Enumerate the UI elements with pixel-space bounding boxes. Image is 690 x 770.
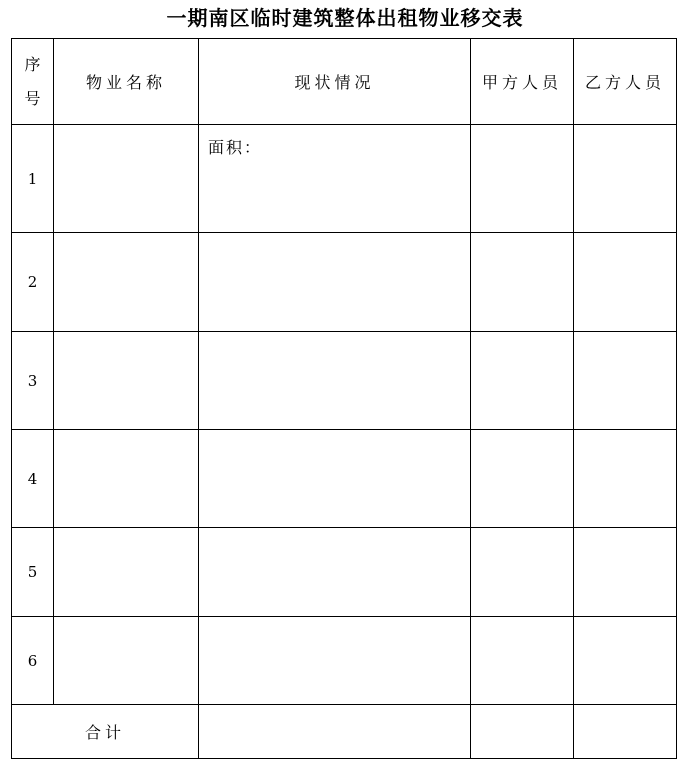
party-b-cell[interactable] <box>574 332 677 430</box>
status-cell[interactable] <box>199 430 471 528</box>
table-row <box>12 125 677 233</box>
table-row <box>12 528 677 617</box>
property-name-header: 物业名称 <box>54 39 199 125</box>
party-b-cell[interactable] <box>574 430 677 528</box>
table-row <box>12 233 677 332</box>
party-b-cell[interactable] <box>574 617 677 705</box>
party-b-header: 乙方人员 <box>574 39 677 125</box>
party-a-cell[interactable] <box>471 528 574 617</box>
property-name-cell[interactable] <box>54 430 199 528</box>
seq-cell: 5 <box>12 528 54 617</box>
status-cell[interactable] <box>199 332 471 430</box>
seq-cell: 6 <box>12 617 54 705</box>
seq-header-line-2: 号 <box>24 88 41 108</box>
party-a-cell[interactable] <box>471 125 574 233</box>
seq-cell: 4 <box>12 430 54 528</box>
seq-header <box>12 39 54 125</box>
party-a-cell[interactable] <box>471 233 574 332</box>
property-name-cell[interactable] <box>54 617 199 705</box>
table-row <box>12 617 677 705</box>
seq-cell: 3 <box>12 332 54 430</box>
transfer-table <box>11 38 677 759</box>
seq-header-line-1: 序 <box>24 54 41 74</box>
document-title: 一期南区临时建筑整体出租物业移交表 <box>166 6 524 30</box>
party-b-cell[interactable] <box>574 125 677 233</box>
party-a-cell[interactable] <box>471 332 574 430</box>
party-a-header: 甲方人员 <box>471 39 574 125</box>
total-party-a-cell[interactable] <box>471 705 574 759</box>
status-header: 现状情况 <box>199 39 471 125</box>
property-name-cell[interactable] <box>54 233 199 332</box>
total-party-b-cell[interactable] <box>574 705 677 759</box>
party-a-cell[interactable] <box>471 430 574 528</box>
party-b-cell[interactable] <box>574 233 677 332</box>
property-name-cell[interactable] <box>54 125 199 233</box>
status-note: 面积： <box>208 138 263 157</box>
party-b-cell[interactable] <box>574 528 677 617</box>
total-row <box>12 705 677 759</box>
table-row <box>12 430 677 528</box>
status-cell[interactable] <box>199 233 471 332</box>
seq-cell: 1 <box>12 125 54 233</box>
header-row <box>12 39 677 125</box>
party-a-cell[interactable] <box>471 617 574 705</box>
property-name-cell[interactable] <box>54 332 199 430</box>
table-row <box>12 332 677 430</box>
property-name-cell[interactable] <box>54 528 199 617</box>
total-status-cell[interactable] <box>199 705 471 759</box>
seq-cell: 2 <box>12 233 54 332</box>
status-cell[interactable] <box>199 125 471 233</box>
total-label: 合计 <box>12 705 199 759</box>
status-cell[interactable] <box>199 617 471 705</box>
status-cell[interactable] <box>199 528 471 617</box>
